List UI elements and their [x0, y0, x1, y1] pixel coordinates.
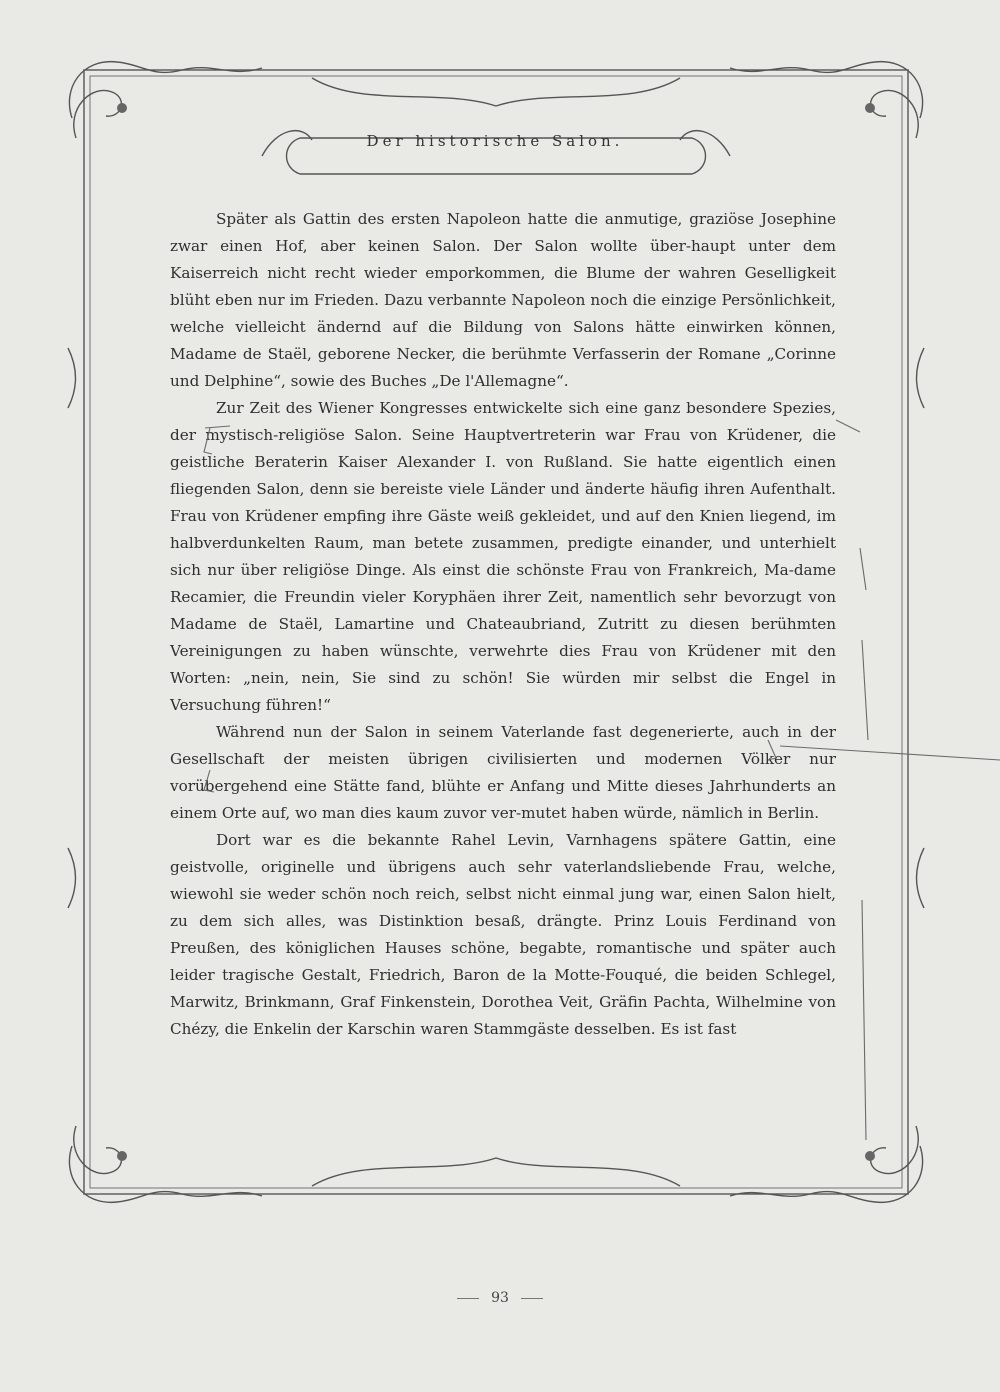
- dash-left: [457, 1298, 479, 1299]
- page-number-line: [0, 1290, 1000, 1306]
- paragraph-4: Dort war es die bekannte Rahel Levin, Varnhagens spätere Gattin, eine geistvolle, originelle und übrigens auch sehr vaterlandsliebende Frau, welche, wiewohl sie weder schön noch reich, selbst nicht einmal jung war, einen Salon hielt, zu dem sich alles, was Distinktion besaß, drängte. Prinz Louis Ferdinand von Preußen, des königlichen Hauses schöne, begabte, romantische und später auch leider tragische Gestalt, Friedrich, Baron de la Motte‑Fouqué, die beiden Schlegel, Marwitz, Brinkmann, Graf Finkenstein, Dorothea Veit, Gräfin Pachta, Wilhelmine von Chézy, die Enkelin der Karschin waren Stammgäste desselben. Es ist fast: [170, 831, 836, 1038]
- paragraph-2: Zur Zeit des Wiener Kongresses entwickelte sich eine ganz besondere Spezies, der mystisch‑religiöse Salon. Seine Hauptvertreterin war Frau von Krüdener, die geistliche Beraterin Kaiser Alexander I. von Rußland. Sie hatte eigentlich einen fliegenden Salon, denn sie bereiste viele Länder und änderte häufig ihren Aufenthalt. Frau von Krüdener empfing ihre Gäste weiß gekleidet, und auf den Knien liegend, im halbverdunkelten Raum, man betete zusammen, predigte einander, und unterhielt sich nur über religiöse Dinge. Als einst die schönste Frau von Frankreich, Ma‑dame Recamier, die Freundin vieler Koryphäen ihrer Zeit, namentlich sehr bevorzugt von Madame de Staël, Lamartine und Chateaubriand, Zutritt zu diesen berühmten Vereinigungen zu haben wünschte, verwehrte dies Frau von Krüdener mit den Worten: „nein, nein, Sie sind zu schön! Sie würden mir selbst die Engel in Versuchung führen!“: [170, 399, 836, 714]
- page-heading: Der historische Salon.: [366, 132, 624, 150]
- paragraph-3: Während nun der Salon in seinem Vaterlande fast degenerierte, auch in der Gesellschaft der meisten übrigen civilisierten und modernen Völker nur vorübergehend eine Stätte fand, blühte er Anfang und Mitte dieses Jahrhunderts an einem Orte auf, wo man dies kaum zuvor ver‑mutet haben würde, nämlich in Berlin.: [170, 723, 836, 822]
- dash-right: [521, 1298, 543, 1299]
- paragraph-1: Später als Gattin des ersten Napoleon hatte die anmutige, graziöse Josephine zwar einen Hof, aber keinen Salon. Der Salon wollte über‑haupt unter dem Kaiserreich nicht recht wieder emporkommen, die Blume der wahren Geselligkeit blüht eben nur im Frieden. Dazu verbannte Napoleon noch die einzige Persönlichkeit, welche vielleicht ändernd auf die Bildung von Salons hätte einwirken können, Madame de Staël, geborene Necker, die berühmte Verfasserin der Romane „Corinne und Delphine“, sowie des Buches „De l'Allemagne“.: [170, 210, 836, 390]
- page-number: 93: [491, 1290, 509, 1306]
